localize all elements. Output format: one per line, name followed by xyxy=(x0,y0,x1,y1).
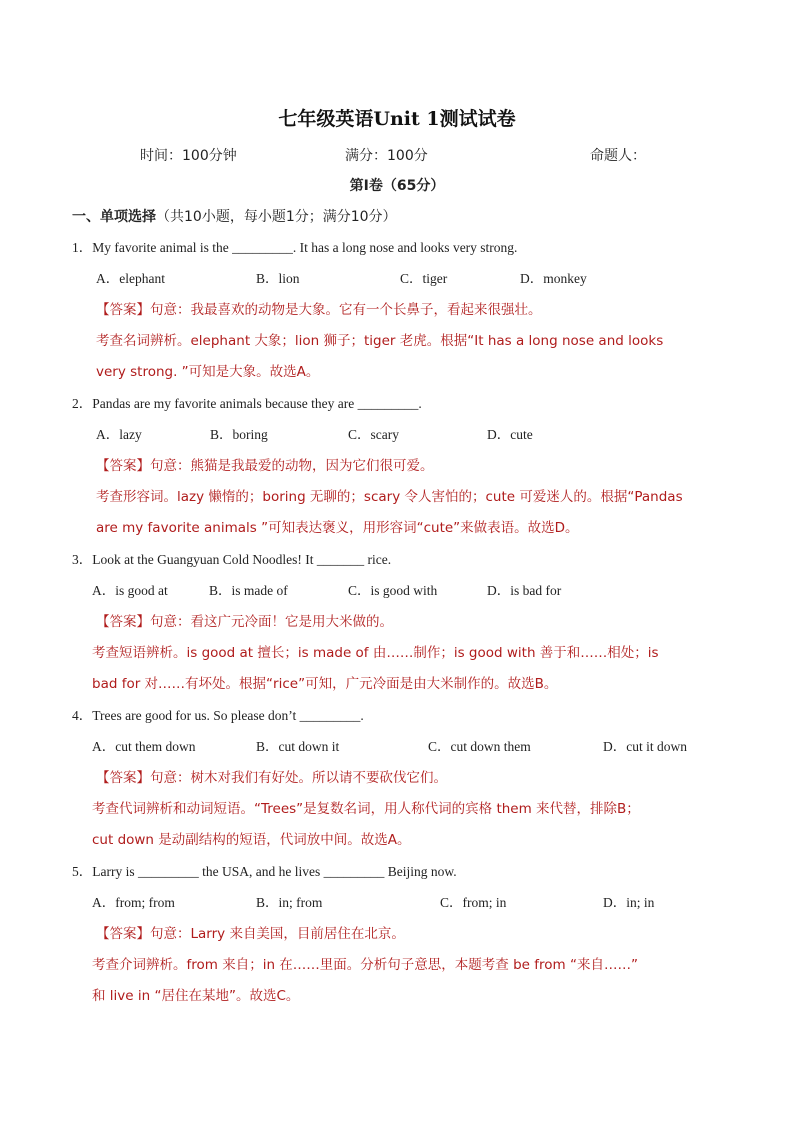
explanation-line-1: 考查代词辨析和动词短语。“Trees”是复数名词，用人称代词的宾格 them 来代替，排除B； xyxy=(92,801,640,817)
part-heading xyxy=(72,206,397,226)
option-b: B．is made of xyxy=(209,583,288,598)
option-b: B．cut down it xyxy=(256,739,340,754)
question-stem: 3．Look at the Guangyuan Cold Noodles! It _______ rice. xyxy=(72,552,392,567)
question-stem: 5．Larry is _________ the USA, and he lives _________ Beijing now. xyxy=(72,864,457,879)
option-b: B．boring xyxy=(210,427,268,442)
answer-line: 【答案】句意：树木对我们有好处。所以请不要砍伐它们。 xyxy=(96,770,447,786)
option-d: D．cute xyxy=(487,427,533,442)
option-a: A．is good at xyxy=(92,583,168,598)
option-b: B．in; from xyxy=(256,895,323,910)
option-d: D．cut it down xyxy=(603,739,687,754)
exam-time: 时间：100分钟 xyxy=(140,148,237,164)
explanation-line-2: cut down 是动副结构的短语，代词放中间。故选A。 xyxy=(92,832,411,848)
option-c: C．is good with xyxy=(348,583,438,598)
question-options xyxy=(0,423,794,447)
option-c: C．from; in xyxy=(440,895,507,910)
explanation-line-2: are my favorite animals ”可知表达褒义，用形容词“cute”来做表语。故选D。 xyxy=(96,520,579,536)
option-a: A．from; from xyxy=(92,895,175,910)
question-options xyxy=(0,267,794,291)
exam-title: 七年级英语Unit 1测试试卷 xyxy=(278,108,516,130)
section-label: 第I卷（65分） xyxy=(349,178,445,194)
option-d: D．is bad for xyxy=(487,583,562,598)
explanation-line-1: 考查介词辨析。from 来自；in 在……里面。分析句子意思，本题考查 be from “来自……” xyxy=(92,957,638,973)
explanation-line-1: 考查形容词。lazy 懒惰的；boring 无聊的；scary 令人害怕的；cute 可爱迷人的。根据“Pandas xyxy=(96,489,683,505)
option-a: A．lazy xyxy=(96,427,142,442)
question-options xyxy=(0,891,794,915)
option-c: C．cut down them xyxy=(428,739,531,754)
answer-line: 【答案】句意：熊猫是我最爱的动物，因为它们很可爱。 xyxy=(96,458,434,474)
question-stem: 2．Pandas are my favorite animals because they are _________. xyxy=(72,396,422,411)
explanation-line-1: 考查短语辨析。is good at 擅长；is made of 由……制作；is good with 善于和……相处；is xyxy=(92,645,659,661)
option-c: C．scary xyxy=(348,427,399,442)
question-stem: 1．My favorite animal is the _________. It has a long nose and looks very strong. xyxy=(72,240,518,255)
explanation-line-1: 考查名词辨析。elephant 大象；lion 狮子；tiger 老虎。根据“It has a long nose and looks xyxy=(96,333,664,349)
option-d: D．monkey xyxy=(520,271,587,286)
answer-line: 【答案】句意：我最喜欢的动物是大象。它有一个长鼻子，看起来很强壮。 xyxy=(96,302,542,318)
option-a: A．elephant xyxy=(96,271,165,286)
answer-line: 【答案】句意：看这广元冷面！它是用大米做的。 xyxy=(96,614,393,630)
option-d: D．in; in xyxy=(603,895,655,910)
exam-author: 命题人： xyxy=(590,148,646,164)
part-heading-title: 一、单项选择 xyxy=(72,209,156,225)
option-c: C．tiger xyxy=(400,271,448,286)
explanation-line-2: bad for 对……有坏处。根据“rice”可知，广元冷面是由大米制作的。故选B。 xyxy=(92,676,558,692)
answer-line: 【答案】句意：Larry 来自美国，目前居住在北京。 xyxy=(96,926,405,942)
part-heading-note: （共10小题，每小题1分；满分10分） xyxy=(156,209,397,225)
question-options xyxy=(0,735,794,759)
exam-score: 满分：100分 xyxy=(345,148,428,164)
question-stem: 4．Trees are good for us. So please don’t _________. xyxy=(72,708,364,723)
explanation-line-2: very strong. ”可知是大象。故选A。 xyxy=(96,364,320,380)
explanation-line-2: 和 live in “居住在某地”。故选C。 xyxy=(92,988,300,1004)
option-b: B．lion xyxy=(256,271,300,286)
option-a: A．cut them down xyxy=(92,739,196,754)
question-options xyxy=(0,579,794,603)
